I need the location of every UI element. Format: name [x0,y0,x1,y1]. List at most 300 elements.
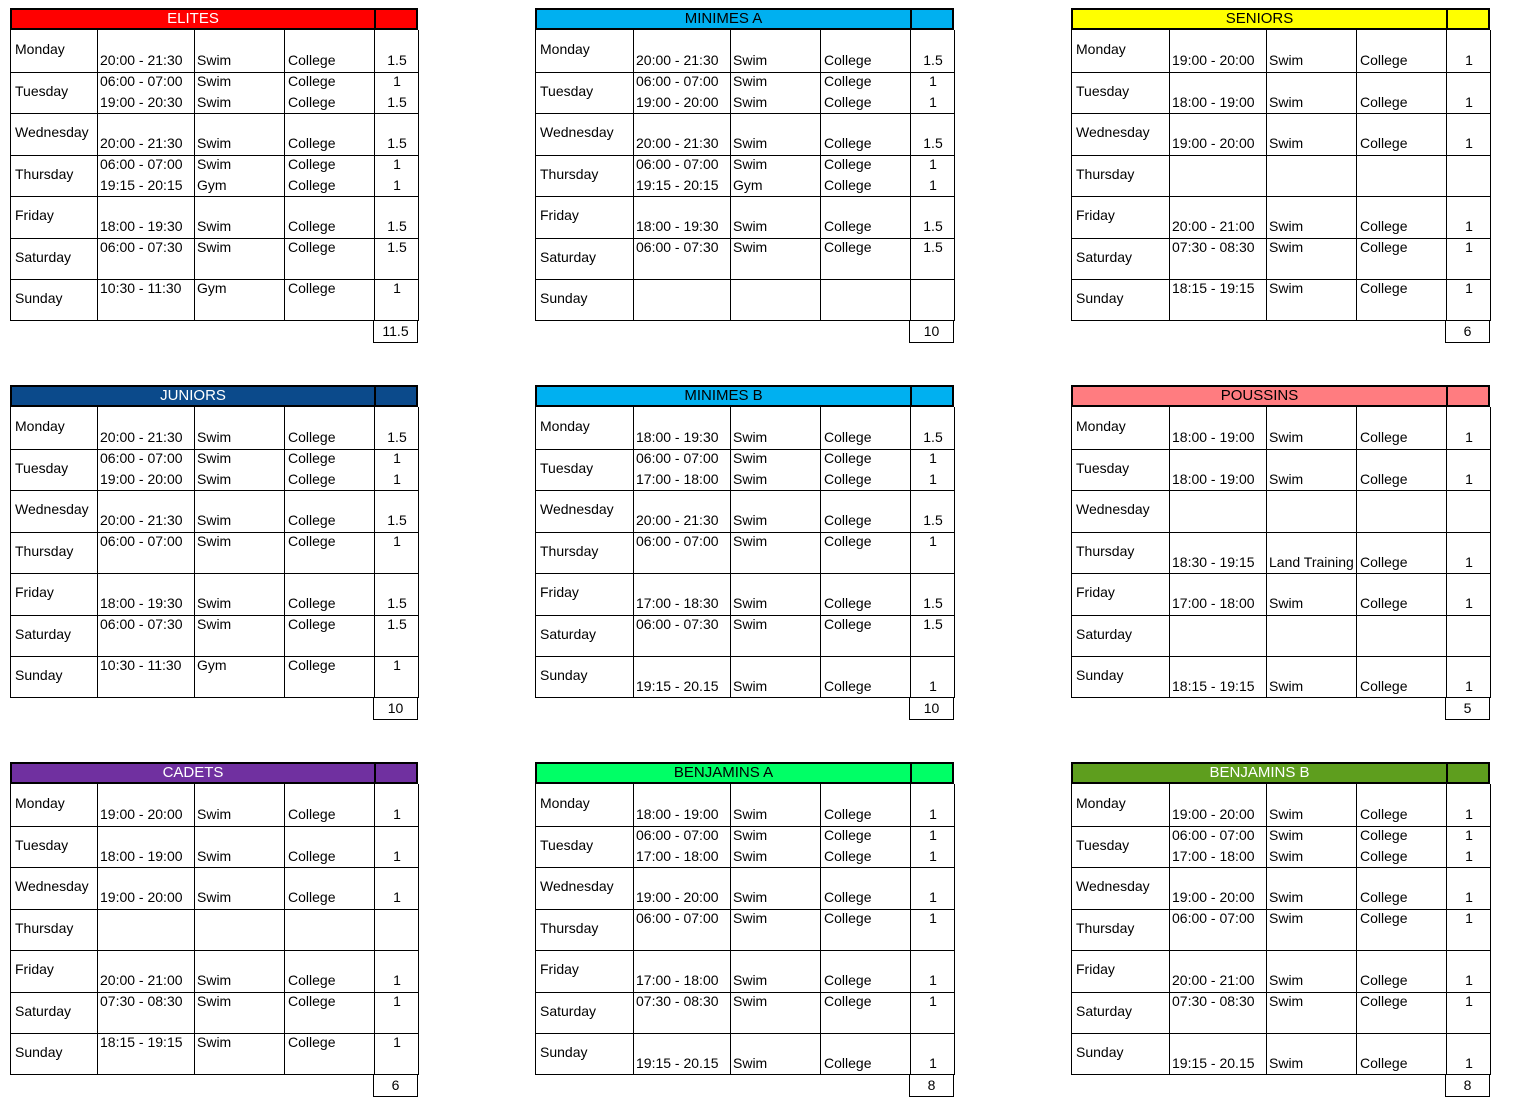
grid-row-line [536,113,955,114]
schedule-grid [10,407,418,698]
session-type: Swim [1269,93,1304,110]
session-place: College [1360,826,1408,843]
session-hours: 1.5 [387,512,407,528]
session-hours: 1 [393,155,401,172]
table-title-end-cell [374,8,418,30]
session-time: 06:00 - 07:30 [636,615,719,632]
grid-row-line [11,826,419,827]
weekly-total-hours: 11.5 [373,321,418,343]
session-time: 20:00 - 21:30 [100,52,183,68]
session-type: Land Training [1269,553,1354,570]
session-time: 06:00 - 07:00 [100,449,183,466]
session-time: 06:00 - 07:30 [100,238,183,255]
session-hours: 1 [1465,1055,1473,1071]
session-place: College [824,806,872,822]
grid-column-line [97,784,98,1075]
session-place: College [288,1034,336,1050]
grid-row-line [11,113,419,114]
schedule-table-poussins [1071,385,1490,720]
session-place: College [1360,135,1408,151]
session-time: 06:00 - 07:00 [100,72,183,89]
day-label: Tuesday [1076,459,1130,476]
session-time: 18:15 - 19:15 [1172,280,1255,296]
table-title-end-cell [910,8,954,30]
session-time: 06:00 - 07:30 [636,238,719,255]
session-type: Swim [197,806,232,822]
day-label: Saturday [15,1002,72,1019]
session-type: Swim [733,429,768,445]
day-label: Wednesday [15,501,89,517]
grid-row-line [536,950,955,951]
session-time: 19:00 - 20:00 [1172,52,1255,68]
day-label: Friday [1076,584,1115,600]
session-time: 17:00 - 18:00 [1172,847,1255,864]
session-hours: 1.5 [387,93,407,110]
session-place: College [824,429,872,445]
session-place: College [824,470,872,487]
session-time: 06:00 - 07:00 [636,532,719,549]
grid-row-line [1072,867,1491,868]
session-place: College [1360,678,1408,694]
session-hours: 1 [393,449,401,466]
session-time: 17:00 - 18:00 [636,470,719,487]
session-place: College [824,678,872,694]
session-hours: 1 [1465,595,1473,611]
session-type: Swim [197,218,232,234]
grid-column-line [730,30,731,321]
session-type: Swim [733,52,768,68]
session-type: Swim [733,678,768,694]
grid-column-line [730,407,731,698]
session-place: College [288,532,336,549]
session-hours: 1 [1465,972,1473,988]
session-time: 20:00 - 21:30 [100,512,183,528]
session-hours: 1 [929,155,937,172]
session-place: College [824,595,872,611]
session-place: College [824,972,872,988]
session-hours: 1.5 [923,429,943,445]
session-type: Swim [197,512,232,528]
day-label: Friday [1076,207,1115,223]
session-type: Swim [733,615,768,632]
weekly-total-hours: 6 [1445,321,1490,343]
day-label: Thursday [15,165,74,182]
session-hours: 1 [1465,909,1473,926]
table-title: SENIORS [1071,8,1448,30]
day-label: Thursday [1076,919,1135,936]
session-hours: 1 [1465,135,1473,151]
session-place: College [1360,429,1408,445]
grid-column-line [1169,407,1170,698]
session-hours: 1 [393,657,401,673]
session-hours: 1 [1465,470,1473,487]
weekly-total-hours: 10 [373,698,418,720]
session-type: Swim [197,889,232,905]
day-label: Tuesday [540,459,594,476]
session-time: 06:00 - 07:00 [636,155,719,172]
day-label: Wednesday [15,878,89,894]
session-type: Swim [733,595,768,611]
table-title-end-cell [1446,762,1490,784]
session-time: 20:00 - 21:00 [100,972,183,988]
session-place: College [1360,218,1408,234]
schedule-table-seniors [1071,8,1490,343]
session-time: 19:15 - 20:15 [100,176,183,193]
session-time: 19:00 - 20:00 [636,93,719,110]
day-label: Friday [15,961,54,977]
table-title: JUNIORS [10,385,376,407]
session-hours: 1 [393,972,401,988]
session-hours: 1 [929,826,937,843]
grid-column-line [730,784,731,1075]
grid-row-line [536,279,955,280]
session-type: Swim [1269,135,1304,151]
session-type: Gym [197,176,227,193]
day-label: Sunday [540,1044,588,1060]
session-hours: 1 [393,889,401,905]
session-time: 19:00 - 20:00 [1172,889,1255,905]
session-time: 18:00 - 19:00 [1172,470,1255,487]
table-title-end-cell [1446,8,1490,30]
session-type: Swim [1269,909,1304,926]
session-place: College [1360,595,1408,611]
day-label: Sunday [15,1044,63,1060]
session-time: 06:00 - 07:00 [1172,826,1255,843]
schedule-table-juniors [10,385,418,720]
grid-row-line [536,867,955,868]
session-place: College [824,847,872,864]
session-place: College [288,512,336,528]
grid-row-line [1072,72,1491,73]
table-title: MINIMES B [535,385,912,407]
weekly-total-hours: 8 [909,1075,954,1097]
day-label: Monday [15,418,65,434]
grid-column-line [820,407,821,698]
schedule-table-elites [10,8,418,343]
grid-column-line [194,407,195,698]
session-time: 07:30 - 08:30 [1172,238,1255,255]
schedule-table-minimes-a [535,8,954,343]
session-hours: 1 [1465,238,1473,255]
day-label: Sunday [1076,667,1124,683]
session-hours: 1 [929,806,937,822]
session-type: Swim [1269,470,1304,487]
day-label: Saturday [540,625,597,642]
session-hours: 1 [393,992,401,1009]
weekly-total-hours: 6 [373,1075,418,1097]
session-time: 06:00 - 07:00 [1172,909,1255,926]
session-time: 18:00 - 19:00 [1172,93,1255,110]
session-hours: 1 [1465,280,1473,296]
session-place: College [1360,806,1408,822]
session-hours: 1 [929,176,937,193]
session-time: 18:00 - 19:30 [100,218,183,234]
session-time: 19:00 - 20:00 [636,889,719,905]
session-time: 06:00 - 07:00 [636,72,719,89]
day-label: Saturday [1076,1002,1133,1019]
grid-column-line [1356,30,1357,321]
session-place: College [288,847,336,864]
session-type: Swim [733,847,768,864]
session-type: Swim [197,52,232,68]
session-place: College [1360,889,1408,905]
session-hours: 1.5 [923,512,943,528]
session-time: 18:00 - 19:30 [636,218,719,234]
session-type: Swim [1269,806,1304,822]
session-type: Swim [197,135,232,151]
session-place: College [824,512,872,528]
grid-row-line [11,196,419,197]
session-time: 20:00 - 21:30 [100,135,183,151]
day-label: Sunday [1076,290,1124,306]
session-place: College [288,238,336,255]
day-label: Sunday [15,667,63,683]
grid-row-line [11,909,419,910]
grid-column-line [633,30,634,321]
grid-row-line [11,867,419,868]
session-time: 20:00 - 21:30 [636,52,719,68]
session-time: 06:00 - 07:00 [636,909,719,926]
session-place: College [824,135,872,151]
grid-column-line [1446,407,1447,698]
session-hours: 1.5 [387,218,407,234]
session-hours: 1.5 [923,595,943,611]
session-time: 19:15 - 20.15 [636,678,719,694]
session-type: Swim [733,449,768,466]
day-label: Saturday [15,625,72,642]
session-place: College [288,595,336,611]
session-hours: 1 [1465,553,1473,570]
day-label: Tuesday [1076,836,1130,853]
grid-row-line [1072,950,1491,951]
session-hours: 1 [929,678,937,694]
session-hours: 1 [393,72,401,89]
grid-column-line [1169,30,1170,321]
day-label: Saturday [540,248,597,265]
session-place: College [288,218,336,234]
session-hours: 1 [1465,847,1473,864]
grid-column-line [374,784,375,1075]
session-hours: 1 [393,176,401,193]
session-type: Swim [197,1034,232,1050]
day-label: Wednesday [1076,124,1150,140]
day-label: Thursday [15,542,74,559]
session-hours: 1 [1465,992,1473,1009]
session-time: 06:00 - 07:00 [100,155,183,172]
table-title: MINIMES A [535,8,912,30]
session-hours: 1 [929,93,937,110]
day-label: Friday [15,207,54,223]
session-time: 07:30 - 08:30 [100,992,183,1009]
session-time: 07:30 - 08:30 [636,992,719,1009]
day-label: Monday [15,41,65,57]
session-type: Swim [1269,678,1304,694]
grid-column-line [1266,407,1267,698]
session-type: Swim [197,595,232,611]
session-place: College [824,992,872,1009]
session-place: College [1360,238,1408,255]
grid-row-line [536,656,955,657]
session-place: College [288,429,336,445]
session-place: College [288,93,336,110]
session-time: 19:15 - 20.15 [636,1055,719,1071]
session-place: College [288,657,336,673]
session-type: Swim [197,532,232,549]
session-time: 19:00 - 20:30 [100,93,183,110]
session-type: Swim [733,93,768,110]
session-hours: 1.5 [923,52,943,68]
day-label: Thursday [1076,542,1135,559]
day-label: Tuesday [540,836,594,853]
session-time: 06:00 - 07:00 [636,826,719,843]
schedule-grid [535,30,954,321]
session-hours: 1 [1465,52,1473,68]
session-time: 10:30 - 11:30 [100,657,182,673]
session-type: Swim [733,806,768,822]
session-time: 18:15 - 19:15 [1172,678,1255,694]
grid-column-line [418,784,419,1075]
grid-column-line [97,407,98,698]
grid-column-line [633,407,634,698]
session-time: 17:00 - 18:00 [1172,595,1255,611]
day-label: Thursday [540,165,599,182]
table-title: ELITES [10,8,376,30]
session-time: 06:00 - 07:00 [100,532,183,549]
grid-column-line [633,784,634,1075]
day-label: Wednesday [1076,878,1150,894]
session-type: Gym [197,280,227,296]
day-label: Tuesday [15,836,69,853]
session-hours: 1 [929,889,937,905]
day-label: Saturday [15,248,72,265]
session-place: College [288,72,336,89]
session-hours: 1 [1465,429,1473,445]
day-label: Tuesday [540,82,594,99]
session-time: 20:00 - 21:30 [636,135,719,151]
session-type: Swim [733,512,768,528]
session-place: College [288,155,336,172]
session-hours: 1 [929,972,937,988]
day-label: Tuesday [15,82,69,99]
session-place: College [288,52,336,68]
day-label: Monday [1076,418,1126,434]
schedule-table-benjamins-b [1071,762,1490,1097]
session-place: College [824,155,872,172]
session-hours: 1.5 [387,52,407,68]
session-type: Swim [1269,847,1304,864]
session-place: College [824,218,872,234]
session-type: Swim [733,972,768,988]
day-label: Monday [540,41,590,57]
grid-column-line [97,30,98,321]
session-hours: 1 [393,806,401,822]
session-hours: 1 [1465,678,1473,694]
session-hours: 1.5 [923,615,943,632]
session-time: 19:00 - 20:00 [100,806,183,822]
day-label: Sunday [15,290,63,306]
session-time: 20:00 - 21:00 [1172,972,1255,988]
session-time: 20:00 - 21:00 [1172,218,1255,234]
session-type: Swim [197,449,232,466]
day-label: Friday [540,207,579,223]
table-title: BENJAMINS A [535,762,912,784]
grid-row-line [1072,532,1491,533]
session-time: 06:00 - 07:00 [636,449,719,466]
day-label: Wednesday [15,124,89,140]
session-hours: 1 [929,532,937,549]
day-label: Saturday [540,1002,597,1019]
grid-column-line [1356,784,1357,1075]
session-time: 19:00 - 20:00 [1172,135,1255,151]
session-hours: 1 [929,1055,937,1071]
table-title: CADETS [10,762,376,784]
session-hours: 1 [393,470,401,487]
session-place: College [824,909,872,926]
session-hours: 1.5 [923,218,943,234]
session-place: College [288,889,336,905]
schedule-grid [10,30,418,321]
day-label: Wednesday [1076,501,1150,517]
session-type: Swim [197,992,232,1009]
session-time: 17:00 - 18:30 [636,595,719,611]
session-place: College [288,806,336,822]
schedule-grid [1071,784,1490,1075]
session-hours: 1.5 [923,135,943,151]
grid-column-line [820,30,821,321]
session-type: Swim [733,1055,768,1071]
session-hours: 1 [929,847,937,864]
session-type: Swim [1269,52,1304,68]
grid-row-line [11,950,419,951]
day-label: Saturday [1076,625,1133,642]
session-place: College [824,72,872,89]
day-label: Friday [540,584,579,600]
table-title-end-cell [374,385,418,407]
grid-column-line [1356,407,1357,698]
day-label: Sunday [540,290,588,306]
session-time: 17:00 - 18:00 [636,847,719,864]
session-type: Swim [197,847,232,864]
session-type: Swim [1269,826,1304,843]
weekly-total-hours: 10 [909,698,954,720]
day-label: Wednesday [540,878,614,894]
grid-row-line [536,1033,955,1034]
day-label: Thursday [1076,165,1135,182]
session-time: 19:00 - 20:00 [1172,806,1255,822]
session-type: Swim [733,826,768,843]
session-time: 18:00 - 19:00 [636,806,719,822]
session-type: Swim [733,992,768,1009]
session-hours: 1.5 [387,429,407,445]
session-type: Swim [197,972,232,988]
day-label: Wednesday [540,501,614,517]
schedule-table-minimes-b [535,385,954,720]
session-type: Swim [1269,595,1304,611]
session-time: 18:00 - 19:30 [100,595,183,611]
session-place: College [824,615,872,632]
day-label: Friday [1076,961,1115,977]
session-hours: 1 [1465,218,1473,234]
session-hours: 1 [1465,806,1473,822]
session-place: College [824,826,872,843]
session-type: Swim [197,72,232,89]
session-type: Swim [733,889,768,905]
session-place: College [288,135,336,151]
session-time: 19:15 - 20.15 [1172,1055,1255,1071]
table-title: BENJAMINS B [1071,762,1448,784]
day-label: Saturday [1076,248,1133,265]
day-label: Thursday [540,919,599,936]
